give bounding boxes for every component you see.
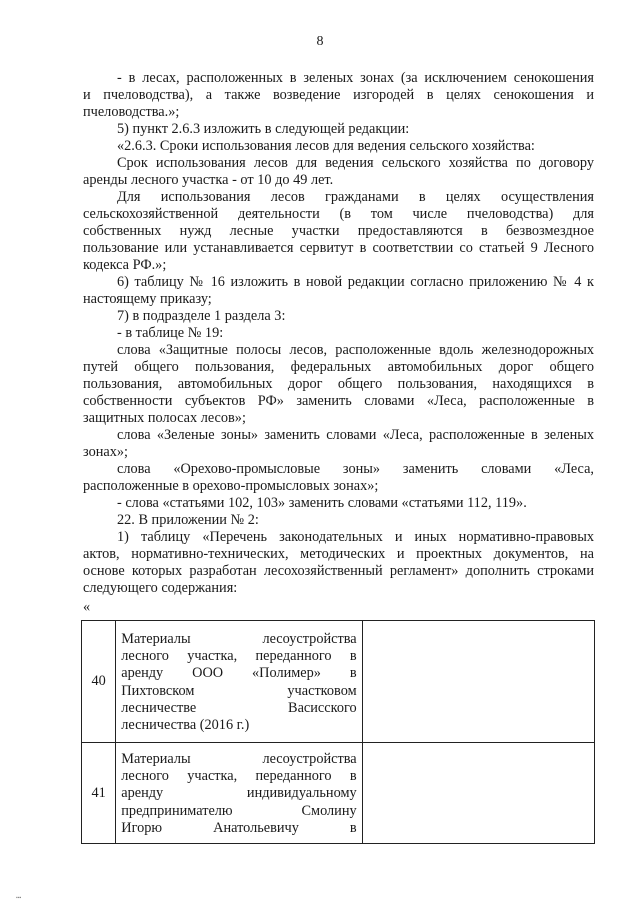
inserted-rows-table (81, 620, 595, 844)
row-empty-cell (362, 743, 594, 844)
text-line: и пчеловодства), а также возведение изгородей в целях сенокошения и (83, 87, 594, 103)
cell-text-line: Материалы лесоустройства (121, 630, 357, 647)
text-line: основе которых разработан лесохозяйственный регламент» дополнить строками (83, 563, 594, 579)
row-number: 41 (82, 743, 116, 844)
text-line: актов, нормативно-технических, методических и проектных документов, на (83, 546, 594, 562)
text-line: Срок использования лесов для ведения сельского хозяйства по договору (117, 155, 594, 171)
cell-text-line: Пихтовском участковом (121, 682, 357, 699)
text-line: пользования, автомобильных дорог общего пользования, находящихся в (83, 376, 594, 392)
text-line: слова «Защитные полосы лесов, расположенные вдоль железнодорожных (117, 342, 594, 358)
text-line: собственных нужд лесные участки предоставляются в безвозмездное (83, 223, 594, 239)
text-line: кодекса РФ.»; (83, 257, 167, 273)
text-line: путей общего пользования, федеральных автомобильных дорог общего (83, 359, 594, 375)
cell-text-line: лесничества (2016 г.) (121, 716, 250, 733)
page-number: 8 (316, 34, 324, 49)
text-line: сельскохозяйственной деятельности (в том числе пчеловодства) для (83, 206, 594, 222)
text-line: собственности субъектов РФ» заменить словами «Леса, расположенные в (83, 393, 594, 409)
cell-text-line: аренду ООО «Полимер» в (121, 665, 357, 682)
quote-mark: « (83, 599, 91, 615)
text-line: «2.6.3. Сроки использования лесов для ведения сельского хозяйства: (117, 138, 535, 154)
text-line: зонах»; (83, 444, 128, 460)
text-line: - в таблице № 19: (117, 325, 224, 341)
cell-text-line: аренду индивидуальному (121, 785, 357, 802)
text-line: 1) таблицу «Перечень законодательных и иных нормативно-правовых (117, 529, 594, 545)
cell-text-line: лесного участка, переданного в (121, 768, 357, 785)
row-document-cell (116, 621, 362, 743)
text-line: следующего содержания: (83, 580, 238, 596)
text-line: 7) в подразделе 1 раздела 3: (117, 308, 286, 324)
text-line: 22. В приложении № 2: (117, 512, 259, 528)
text-line: защитных полосах лесов»; (83, 410, 246, 426)
table-row (82, 743, 595, 844)
row-number: 40 (82, 621, 116, 743)
cell-text-line: Материалы лесоустройства (121, 751, 357, 767)
cell-text-line: Игорю Анатольевичу в (121, 819, 357, 836)
text-line: аренды лесного участка - от 10 до 49 лет. (83, 172, 334, 188)
text-line: 5) пункт 2.6.3 изложить в следующей редакции: (117, 121, 410, 137)
table-row (82, 621, 595, 743)
row-document-cell (116, 743, 362, 844)
text-line: пчеловодства.»; (83, 104, 180, 120)
cell-text-line: лесничестве Васисского (121, 699, 357, 716)
cell-text-line: предпринимателю Смолину (121, 802, 357, 819)
text-line: слова «Орехово-промысловые зоны» заменить словами «Леса, (117, 461, 594, 477)
text-line: - в лесах, расположенных в зеленых зонах (за исключением сенокошения (117, 70, 594, 86)
row-empty-cell (362, 621, 594, 743)
cell-text-line: лесного участка, переданного в (121, 648, 357, 665)
text-line: пользование или устанавливается сервитут в соответствии со статьей 9 Лесного (83, 240, 594, 256)
text-line: 6) таблицу № 16 изложить в новой редакции согласно приложению № 4 к (117, 274, 594, 290)
text-line: Для использования лесов гражданами в целях осуществления (117, 189, 594, 205)
text-line: настоящему приказу; (83, 291, 212, 307)
scan-mark: ▪▪▪ (16, 896, 22, 901)
text-line: - слова «статьями 102, 103» заменить словами «статьями 112, 119». (117, 495, 527, 511)
text-line: слова «Зеленые зоны» заменить словами «Леса, расположенные в зеленых (117, 427, 594, 443)
text-line: расположенные в орехово-промысловых зонах»; (83, 478, 379, 494)
